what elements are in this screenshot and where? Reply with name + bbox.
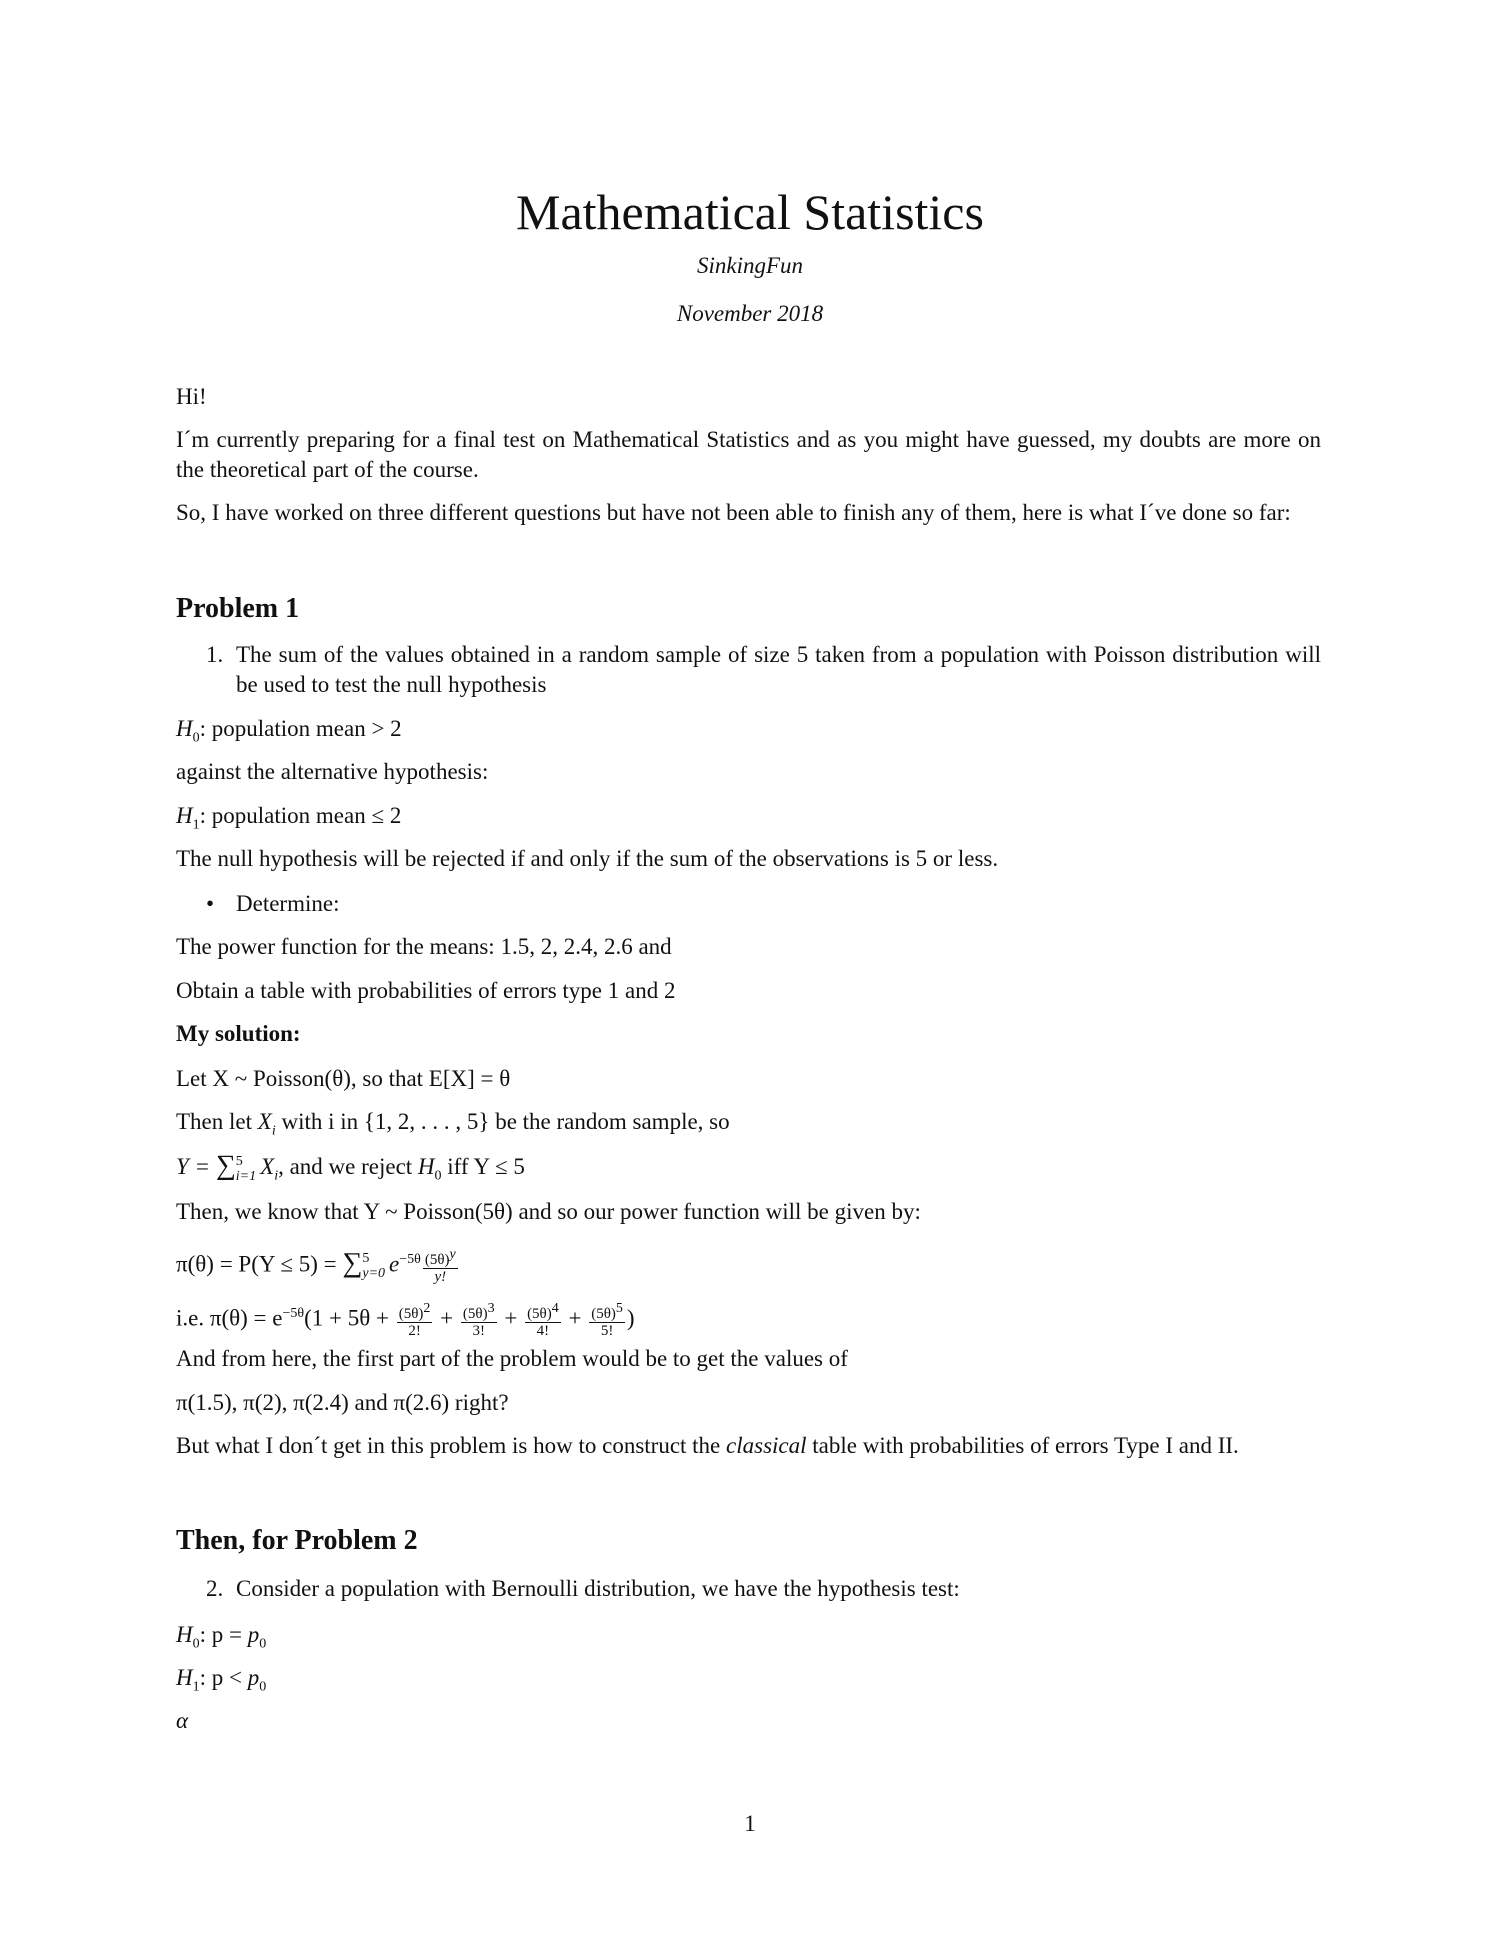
h0-line: $H_0$: population mean > 2 xyxy=(176,716,402,746)
let-x-line: Let X ~ Poisson(θ), so that E[X] = θ xyxy=(176,1066,511,1091)
greeting: Hi! xyxy=(176,384,207,409)
problem-1-heading: Problem 1 xyxy=(176,593,300,624)
bullet-item: • Determine: xyxy=(206,891,340,916)
alpha-line: α xyxy=(176,1708,189,1733)
then-know-line: Then, we know that Y ~ Poisson(5θ) and so our power function will be given by: xyxy=(176,1199,921,1224)
rejection-rule: The null hypothesis will be rejected if and only if the sum of the observations is 5 or less. xyxy=(176,846,999,871)
table-line: Obtain a table with probabilities of errors type 1 and 2 xyxy=(176,978,676,1003)
item-text: The sum of the values obtained in a random sample of size 5 taken from a population with Poisson distribution will be used to test the null hypothesis xyxy=(236,642,1321,697)
problem-1-item xyxy=(206,640,1351,700)
author: SinkingFun xyxy=(696,253,804,278)
y-definition: Y = ∑ 5 i=1 $X_i$, and we reject $H_0$ iff Y ≤ 5 xyxy=(176,1150,525,1184)
page-number: 1 xyxy=(744,1811,756,1836)
solution-label: My solution: xyxy=(176,1021,301,1046)
against-line: against the alternative hypothesis: xyxy=(176,759,489,784)
p2-h0-line: $H_0$: $p = p_0$ xyxy=(176,1622,267,1652)
question-paragraph: But what I don´t get in this problem is how to construct the classical table with probabilities of errors Type I and II. xyxy=(176,1433,1239,1458)
item-number: 1. xyxy=(206,642,224,667)
then-let-line: Then let $X_i$ with i in {1, 2, . . . , 5} be the random sample, so xyxy=(176,1109,730,1139)
date: November 2018 xyxy=(676,301,824,326)
intro-paragraph-2: So, I have worked on three different questions but have not been able to finish any of them, here is what I´ve done so far: xyxy=(176,500,1291,525)
power-line: The power function for the means: 1.5, 2, 2.4, 2.6 and xyxy=(176,934,672,959)
problem-2-item: 2. Consider a population with Bernoulli distribution, we have the hypothesis test: xyxy=(206,1576,960,1601)
values-line: π(1.5), π(2), π(2.4) and π(2.6) right? xyxy=(176,1390,509,1415)
intro-paragraph-1: I´m currently preparing for a final test on Mathematical Statistics and as you might have guessed, my doubts are more on the theoretical part of the course. xyxy=(176,427,1321,482)
bullet-icon: • xyxy=(206,891,215,916)
and-from-line: And from here, the first part of the problem would be to get the values of xyxy=(176,1346,848,1371)
power-function-expanded: i.e. $\pi(\theta) = e^{-5\theta}(1 + 5\theta$ + $\frac{(5\theta)^2}{2!}$ + $\frac{(5\theta)^3}{3!}$ + $\frac{(5\theta)^4}{4!}$ + $\frac{(5\theta)^5}{5!}$ ) xyxy=(176,1301,635,1340)
power-function-formula: π(θ) = P(Y ≤ 5) = ∑ 5 y=0 $e^{-5\theta}$ $\frac{(5\theta)^y}{y!}$ xyxy=(176,1247,456,1286)
problem-2-heading: Then, for Problem 2 xyxy=(176,1525,418,1556)
document-title: Mathematical Statistics xyxy=(516,184,984,240)
p2-h1-line: $H_1$: $p < p_0$ xyxy=(176,1665,267,1695)
h1-line: $H_1$: population mean ≤ 2 xyxy=(176,803,402,833)
